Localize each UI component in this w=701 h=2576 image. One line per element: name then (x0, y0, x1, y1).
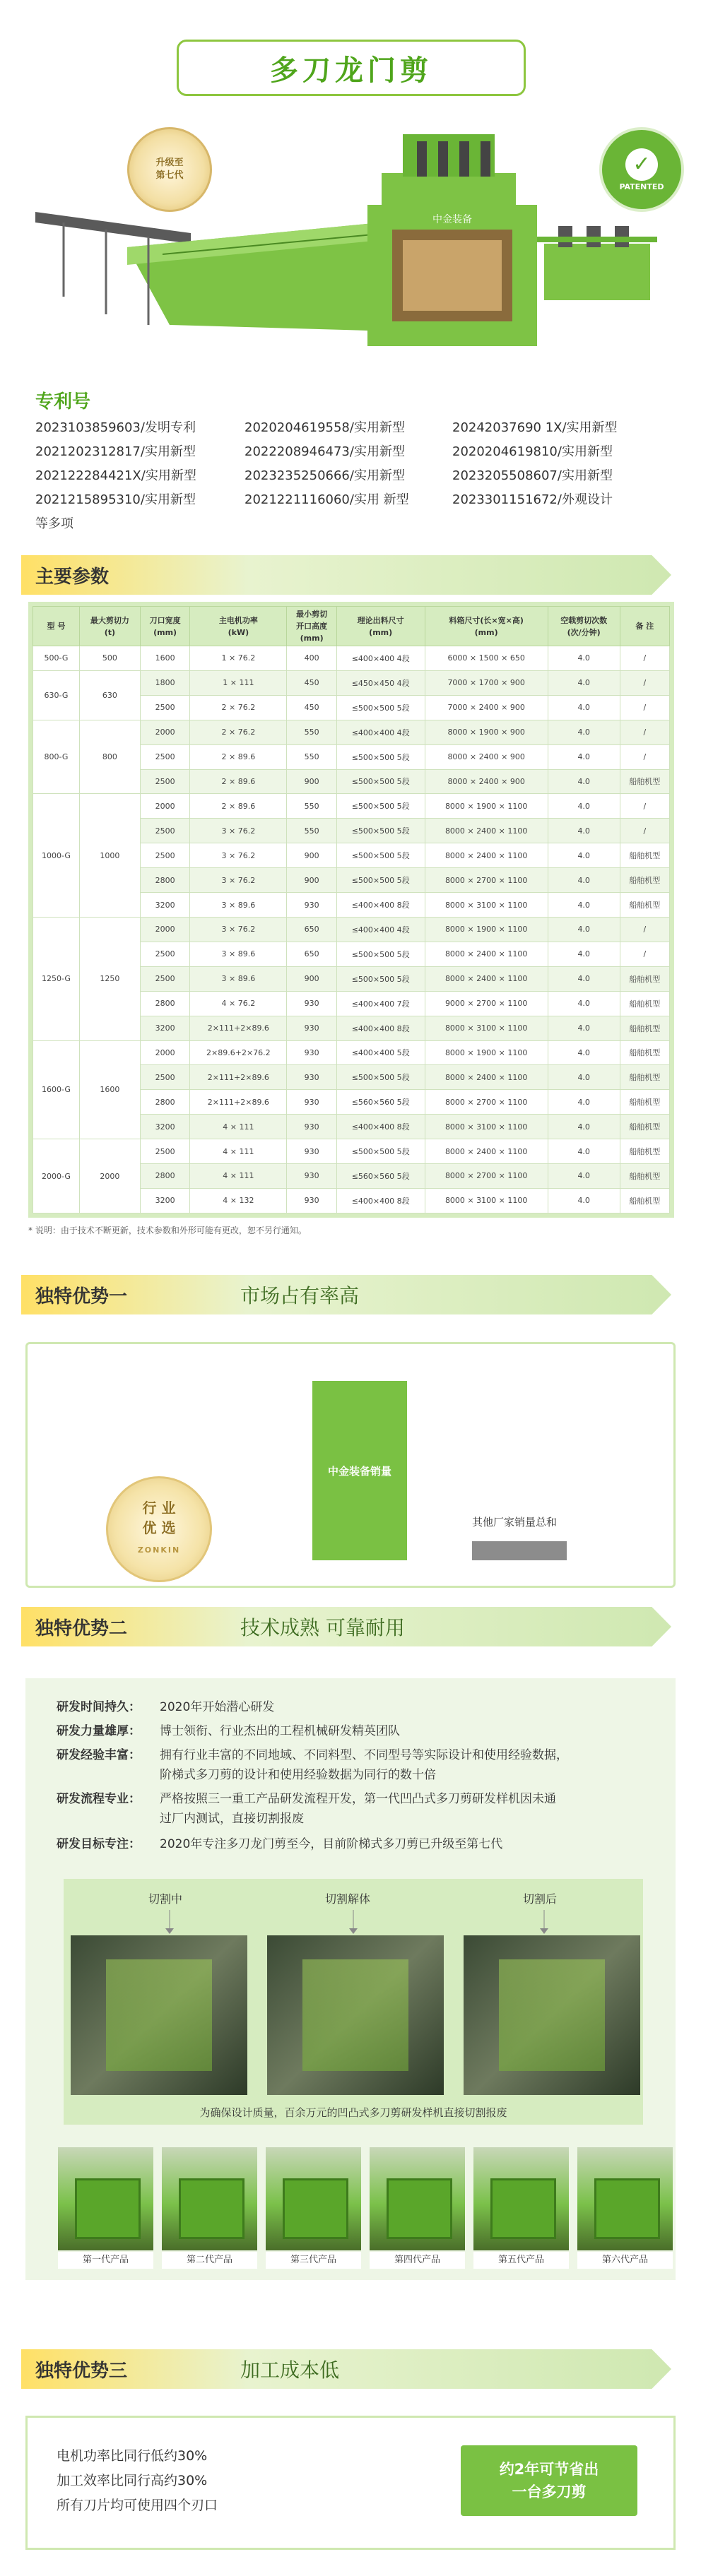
table-cell: 船舶机型 (620, 868, 669, 893)
table-cell: 4.0 (548, 646, 620, 671)
params-heading: 主要参数 (35, 566, 110, 588)
bar-others-label: 其他厂家销量总和 (472, 1516, 558, 1529)
table-cell: / (620, 917, 669, 942)
table-header-row (33, 607, 670, 646)
table-body (33, 646, 670, 1213)
table-cell: / (620, 646, 669, 671)
table-cell: 4.0 (548, 1065, 620, 1090)
table-cell: 2500 (140, 1065, 189, 1090)
cut-label: 切割解体 (325, 1892, 371, 1906)
force-cell: 2000 (79, 1139, 140, 1213)
rd-text-cont: 过厂内测试，直接切割报废 (160, 1812, 304, 1826)
table-cell: 4.0 (548, 744, 620, 769)
table-cell: ≤400×400 7段 (336, 991, 425, 1016)
table-cell: 8000 × 2400 × 1100 (425, 1139, 548, 1164)
table-cell: ≤400×400 4段 (336, 917, 425, 942)
table-row (33, 1040, 670, 1065)
table-cell: 8000 × 2400 × 1100 (425, 966, 548, 991)
cut-arrows (64, 1907, 643, 1935)
rd-label: 研发目标专注： (57, 1837, 141, 1851)
cut-label: 切割中 (148, 1892, 183, 1906)
patent-item: 202122284421X/实用新型 (35, 468, 196, 483)
model-cell: 2000-G (33, 1139, 80, 1213)
rd-item (57, 1746, 141, 1764)
table-cell: 900 (287, 966, 336, 991)
cut-label: 切割后 (523, 1892, 558, 1906)
table-cell: / (620, 794, 669, 819)
table-header-cell: 最小剪切 开口高度 (mm) (287, 607, 336, 646)
table-row (33, 917, 670, 942)
table-cell: ≤500×500 5段 (336, 769, 425, 794)
adv3-banner (21, 2349, 671, 2389)
table-cell: 450 (287, 695, 336, 720)
cost-point: 电机功率比同行低约30% (57, 2448, 208, 2464)
patented-badge (599, 127, 684, 212)
table-cell: 船舶机型 (620, 966, 669, 991)
table-cell: 4.0 (548, 1188, 620, 1213)
hero-machine-illustration (21, 113, 685, 374)
table-cell: 4.0 (548, 843, 620, 868)
seal-line2: 优 选 (142, 1519, 176, 1536)
table-cell: 2500 (140, 942, 189, 966)
table-cell: 930 (287, 1164, 336, 1189)
table-cell: 4.0 (548, 1016, 620, 1040)
table-cell: 1800 (140, 670, 189, 695)
table-cell: 930 (287, 1065, 336, 1090)
table-row (33, 720, 670, 744)
table-cell: 4.0 (548, 720, 620, 744)
upgrade-badge-line1: 升级至 (155, 158, 184, 168)
force-cell: 630 (79, 670, 140, 720)
table-cell: 2500 (140, 819, 189, 843)
table-cell: ≤450×450 4段 (336, 670, 425, 695)
table-cell: 4.0 (548, 819, 620, 843)
patent-item: 2022208946473/实用新型 (245, 444, 405, 459)
table-cell: 2×111+2×89.6 (190, 1065, 287, 1090)
generation-label: 第四代产品 (370, 2252, 465, 2269)
upgrade-badge-line2: 第七代 (155, 170, 184, 181)
adv2-subheading: 技术成熟 可靠耐用 (240, 1616, 405, 1639)
table-cell: 4.0 (548, 868, 620, 893)
title-box (177, 40, 526, 96)
force-cell: 1000 (79, 794, 140, 918)
table-cell: 4 × 111 (190, 1115, 287, 1139)
table-cell: 2 × 89.6 (190, 794, 287, 819)
patent-item: 20242037690 1X/实用新型 (452, 420, 618, 435)
table-cell: 2800 (140, 1090, 189, 1115)
table-cell: 8000 × 1900 × 1100 (425, 1040, 548, 1065)
table-cell: 930 (287, 1188, 336, 1213)
table-cell: 8000 × 3100 × 1100 (425, 1115, 548, 1139)
generation-label: 第三代产品 (266, 2252, 361, 2269)
machine-brand-text: 中金装备 (432, 214, 472, 225)
patent-item: 2020204619558/实用新型 (245, 420, 405, 435)
patented-label: PATENTED (619, 182, 664, 191)
rd-text-cont: 阶梯式多刀剪的设计和使用经验数据为同行的数十倍 (160, 1768, 436, 1782)
params-banner (21, 555, 671, 595)
table-header-cell: 型 号 (33, 607, 80, 646)
table-cell: ≤400×400 8段 (336, 893, 425, 918)
savings-line1: 约2年可节省出 (499, 2461, 599, 2478)
table-cell: 船舶机型 (620, 1040, 669, 1065)
model-cell: 1000-G (33, 794, 80, 918)
checkmark-icon: ✓ (625, 148, 658, 181)
table-cell: 2000 (140, 720, 189, 744)
table-header-cell: 主电机功率 (kW) (190, 607, 287, 646)
force-cell: 1250 (79, 917, 140, 1040)
table-cell: 4 × 132 (190, 1188, 287, 1213)
table-cell: / (620, 670, 669, 695)
table-cell: 4.0 (548, 917, 620, 942)
table-cell: 4.0 (548, 893, 620, 918)
table-cell: 8000 × 2700 × 1100 (425, 1164, 548, 1189)
table-cell: 2500 (140, 843, 189, 868)
table-cell: 3200 (140, 1115, 189, 1139)
rd-item (57, 1722, 141, 1740)
table-cell: 3 × 76.2 (190, 819, 287, 843)
table-note: * 说明：由于技术不断更新，技术参数和外形可能有更改，恕不另行通知。 (28, 1225, 307, 1235)
table-cell: 550 (287, 744, 336, 769)
table-cell: 8000 × 2700 × 1100 (425, 868, 548, 893)
model-cell: 1600-G (33, 1040, 80, 1139)
table-cell: ≤560×560 5段 (336, 1090, 425, 1115)
table-cell: ≤400×400 5段 (336, 1040, 425, 1065)
table-cell: 4.0 (548, 1090, 620, 1115)
table-cell: / (620, 819, 669, 843)
table-cell: ≤500×500 5段 (336, 868, 425, 893)
table-header-cell: 最大剪切力 (t) (79, 607, 140, 646)
patent-list (35, 418, 671, 534)
seal-line1: 行 业 (142, 1500, 176, 1516)
table-cell: 2800 (140, 991, 189, 1016)
table-cell: 1 × 111 (190, 670, 287, 695)
rd-label: 研发时间持久： (57, 1700, 141, 1714)
table-cell: 2 × 76.2 (190, 720, 287, 744)
table-cell: 900 (287, 769, 336, 794)
table-cell: ≤500×500 5段 (336, 843, 425, 868)
table-header-cell: 空载剪切次数 (次/分钟) (548, 607, 620, 646)
force-cell: 800 (79, 720, 140, 794)
table-cell: 船舶机型 (620, 1090, 669, 1115)
table-cell: ≤500×500 5段 (336, 1065, 425, 1090)
savings-line2: 一台多刀剪 (512, 2483, 587, 2500)
table-cell: 8000 × 2400 × 1100 (425, 819, 548, 843)
model-cell: 500-G (33, 646, 80, 671)
table-cell: ≤500×500 5段 (336, 744, 425, 769)
table-cell: ≤400×400 8段 (336, 1016, 425, 1040)
table-cell: 9000 × 2700 × 1100 (425, 991, 548, 1016)
table-cell: 2 × 76.2 (190, 695, 287, 720)
rd-text: 拥有行业丰富的不同地域、不同料型、不同型号等实际设计和使用经验数据， (160, 1748, 568, 1762)
table-cell: 8000 × 2400 × 1100 (425, 942, 548, 966)
adv1-subheading: 市场占有率高 (240, 1284, 360, 1307)
rd-label: 研发经验丰富： (57, 1748, 141, 1762)
patent-item: 2023235250666/实用新型 (245, 468, 405, 483)
patent-item: 2023301151672/外观设计 (452, 492, 613, 507)
cost-point: 加工效率比同行高约30% (57, 2473, 208, 2488)
table-cell: 8000 × 2400 × 1100 (425, 1065, 548, 1090)
table-cell: 1600 (140, 646, 189, 671)
table-cell: / (620, 695, 669, 720)
table-cell: 船舶机型 (620, 991, 669, 1016)
table-cell: ≤500×500 5段 (336, 819, 425, 843)
table-cell: 3 × 76.2 (190, 917, 287, 942)
table-cell: ≤400×400 4段 (336, 720, 425, 744)
table-cell: / (620, 942, 669, 966)
model-cell: 1250-G (33, 917, 80, 1040)
table-cell: 4 × 111 (190, 1164, 287, 1189)
generation-photo (577, 2147, 673, 2250)
table-cell: 8000 × 3100 × 1100 (425, 1016, 548, 1040)
patent-item: 2023205508607/实用新型 (452, 468, 613, 483)
table-cell: 450 (287, 670, 336, 695)
model-cell: 630-G (33, 670, 80, 720)
table-row (33, 794, 670, 819)
adv2-banner (21, 1607, 671, 1646)
table-cell: 1 × 76.2 (190, 646, 287, 671)
page-title: 多刀龙门剪 (270, 54, 432, 87)
table-cell: / (620, 720, 669, 744)
table-cell: 8000 × 1900 × 900 (425, 720, 548, 744)
table-cell: ≤500×500 5段 (336, 966, 425, 991)
table-cell: 8000 × 3100 × 1100 (425, 1188, 548, 1213)
force-cell: 500 (79, 646, 140, 671)
table-cell: 2500 (140, 966, 189, 991)
patent-item: 2020204619810/实用新型 (452, 444, 613, 459)
generation-photo (266, 2147, 361, 2250)
table-cell: 7000 × 1700 × 900 (425, 670, 548, 695)
generation-photo (370, 2147, 465, 2250)
table-cell: 4 × 76.2 (190, 991, 287, 1016)
table-cell: 船舶机型 (620, 1115, 669, 1139)
table-cell: 2000 (140, 794, 189, 819)
generation-label: 第二代产品 (162, 2252, 257, 2269)
generation-photo (58, 2147, 153, 2250)
table-cell: 900 (287, 868, 336, 893)
patent-item: 2021202312817/实用新型 (35, 444, 196, 459)
table-cell: 3200 (140, 1188, 189, 1213)
force-cell: 1600 (79, 1040, 140, 1139)
table-cell: 4.0 (548, 769, 620, 794)
table-cell: ≤500×500 5段 (336, 695, 425, 720)
photo-after-cutting (464, 1935, 640, 2095)
generation-label: 第五代产品 (473, 2252, 569, 2269)
table-row (33, 670, 670, 695)
table-cell: 4.0 (548, 942, 620, 966)
table-cell: 2500 (140, 1139, 189, 1164)
rd-text: 严格按照三一重工产品研发流程开发，第一代凹凸式多刀剪研发样机因未通 (160, 1792, 556, 1806)
seal-brand: ZONKIN (137, 1545, 181, 1555)
table-cell: 8000 × 3100 × 1100 (425, 893, 548, 918)
table-row (33, 646, 670, 671)
table-cell: 船舶机型 (620, 1139, 669, 1164)
patent-item: 2023103859603/发明专利 (35, 420, 196, 435)
table-cell: 船舶机型 (620, 893, 669, 918)
table-header-cell: 刀口宽度 (mm) (140, 607, 189, 646)
table-cell: 4.0 (548, 695, 620, 720)
table-cell: 2000 (140, 917, 189, 942)
table-cell: / (620, 744, 669, 769)
generation-photo (162, 2147, 257, 2250)
table-cell: 4.0 (548, 966, 620, 991)
table-cell: 550 (287, 819, 336, 843)
savings-callout (461, 2445, 637, 2516)
generation-label: 第一代产品 (58, 2252, 153, 2269)
table-header-cell: 理论出料尺寸 (mm) (336, 607, 425, 646)
patent-item: 等多项 (35, 516, 73, 531)
table-cell: 船舶机型 (620, 769, 669, 794)
table-cell: 3 × 89.6 (190, 942, 287, 966)
params-table (33, 606, 670, 1213)
table-header-cell: 料箱尺寸(长×宽×高) (mm) (425, 607, 548, 646)
model-cell: 800-G (33, 720, 80, 794)
rd-item (57, 1835, 141, 1853)
table-cell: ≤500×500 5段 (336, 794, 425, 819)
table-cell: 2500 (140, 695, 189, 720)
table-cell: 930 (287, 991, 336, 1016)
bar-zhongjin-sales (312, 1381, 407, 1560)
table-cell: 4.0 (548, 1115, 620, 1139)
table-cell: 930 (287, 1016, 336, 1040)
table-cell: 900 (287, 843, 336, 868)
rd-text: 2020年开始潜心研发 (160, 1700, 275, 1714)
rd-text: 2020年专注多刀龙门剪至今，目前阶梯式多刀剪已升级至第七代 (160, 1837, 503, 1851)
cut-caption: 为确保设计质量，百余万元的凹凸式多刀剪研发样机直接切割报废 (199, 2106, 507, 2119)
table-cell: 6000 × 1500 × 650 (425, 646, 548, 671)
rd-label: 研发力量雄厚： (57, 1724, 141, 1738)
table-cell: 2800 (140, 868, 189, 893)
photo-dismantling (267, 1935, 444, 2095)
table-cell: 2×111+2×89.6 (190, 1016, 287, 1040)
table-cell: 8000 × 2400 × 900 (425, 744, 548, 769)
table-cell: 2000 (140, 1040, 189, 1065)
table-cell: 3 × 89.6 (190, 966, 287, 991)
table-cell: 550 (287, 794, 336, 819)
table-cell: ≤400×400 8段 (336, 1115, 425, 1139)
table-cell: 400 (287, 646, 336, 671)
bar-others-sales (472, 1541, 567, 1560)
table-cell: 4.0 (548, 1139, 620, 1164)
table-cell: 2500 (140, 744, 189, 769)
table-cell: 4.0 (548, 670, 620, 695)
table-cell: 650 (287, 917, 336, 942)
table-cell: 2 × 89.6 (190, 769, 287, 794)
adv2-heading: 独特优势二 (35, 1618, 128, 1639)
table-cell: ≤400×400 4段 (336, 646, 425, 671)
table-cell: 650 (287, 942, 336, 966)
table-cell: 2×89.6+2×76.2 (190, 1040, 287, 1065)
table-cell: 2500 (140, 769, 189, 794)
table-cell: 3 × 76.2 (190, 843, 287, 868)
patent-heading: 专利号 (35, 391, 91, 412)
table-cell: 船舶机型 (620, 1188, 669, 1213)
table-cell: 8000 × 1900 × 1100 (425, 917, 548, 942)
table-cell: ≤560×560 5段 (336, 1164, 425, 1189)
table-cell: 2×111+2×89.6 (190, 1090, 287, 1115)
table-cell: 船舶机型 (620, 843, 669, 868)
generation-photo (473, 2147, 569, 2250)
table-cell: 8000 × 2700 × 1100 (425, 1090, 548, 1115)
table-cell: 4.0 (548, 1040, 620, 1065)
table-cell: 930 (287, 1090, 336, 1115)
table-cell: 4.0 (548, 794, 620, 819)
table-cell: ≤400×400 8段 (336, 1188, 425, 1213)
table-cell: 8000 × 2400 × 900 (425, 769, 548, 794)
table-cell: 船舶机型 (620, 1065, 669, 1090)
table-cell: ≤500×500 5段 (336, 942, 425, 966)
table-cell: 2 × 89.6 (190, 744, 287, 769)
table-cell: 3 × 89.6 (190, 893, 287, 918)
table-cell: 4.0 (548, 1164, 620, 1189)
bar-zhongjin-label: 中金装备销量 (327, 1464, 391, 1478)
patent-item: 2021221116060/实用 新型 (245, 492, 409, 507)
cost-point: 所有刀片均可使用四个刃口 (57, 2498, 218, 2513)
photo-cutting (71, 1935, 247, 2095)
table-cell: 8000 × 1900 × 1100 (425, 794, 548, 819)
rd-label: 研发流程专业： (57, 1792, 141, 1806)
table-cell: 3200 (140, 1016, 189, 1040)
adv1-banner (21, 1275, 671, 1314)
patent-item: 2021215895310/实用新型 (35, 492, 196, 507)
table-cell: 930 (287, 1139, 336, 1164)
table-cell: 3 × 76.2 (190, 868, 287, 893)
rd-item (57, 1790, 141, 1808)
table-cell: 2800 (140, 1164, 189, 1189)
table-cell: 船舶机型 (620, 1016, 669, 1040)
gantry-shear-machine (21, 113, 685, 374)
generation-label: 第六代产品 (577, 2252, 673, 2269)
industry-choice-seal (106, 1476, 212, 1582)
rd-item (57, 1698, 141, 1716)
table-cell: 930 (287, 893, 336, 918)
table-cell: ≤500×500 5段 (336, 1139, 425, 1164)
adv3-subheading: 加工成本低 (240, 2358, 340, 2382)
params-table-wrap (28, 602, 674, 1218)
table-cell: 7000 × 2400 × 900 (425, 695, 548, 720)
adv1-heading: 独特优势一 (35, 1286, 128, 1307)
table-cell: 3200 (140, 893, 189, 918)
table-cell: 8000 × 2400 × 1100 (425, 843, 548, 868)
adv3-heading: 独特优势三 (35, 2360, 128, 2382)
table-cell: 4 × 111 (190, 1139, 287, 1164)
table-cell: 930 (287, 1040, 336, 1065)
rd-text: 博士领衔、行业杰出的工程机械研发精英团队 (160, 1724, 400, 1738)
upgrade-badge (127, 127, 212, 212)
table-cell: 4.0 (548, 991, 620, 1016)
table-header-cell: 备 注 (620, 607, 669, 646)
table-cell: 550 (287, 720, 336, 744)
table-cell: 船舶机型 (620, 1164, 669, 1189)
table-row (33, 1139, 670, 1164)
table-cell: 930 (287, 1115, 336, 1139)
